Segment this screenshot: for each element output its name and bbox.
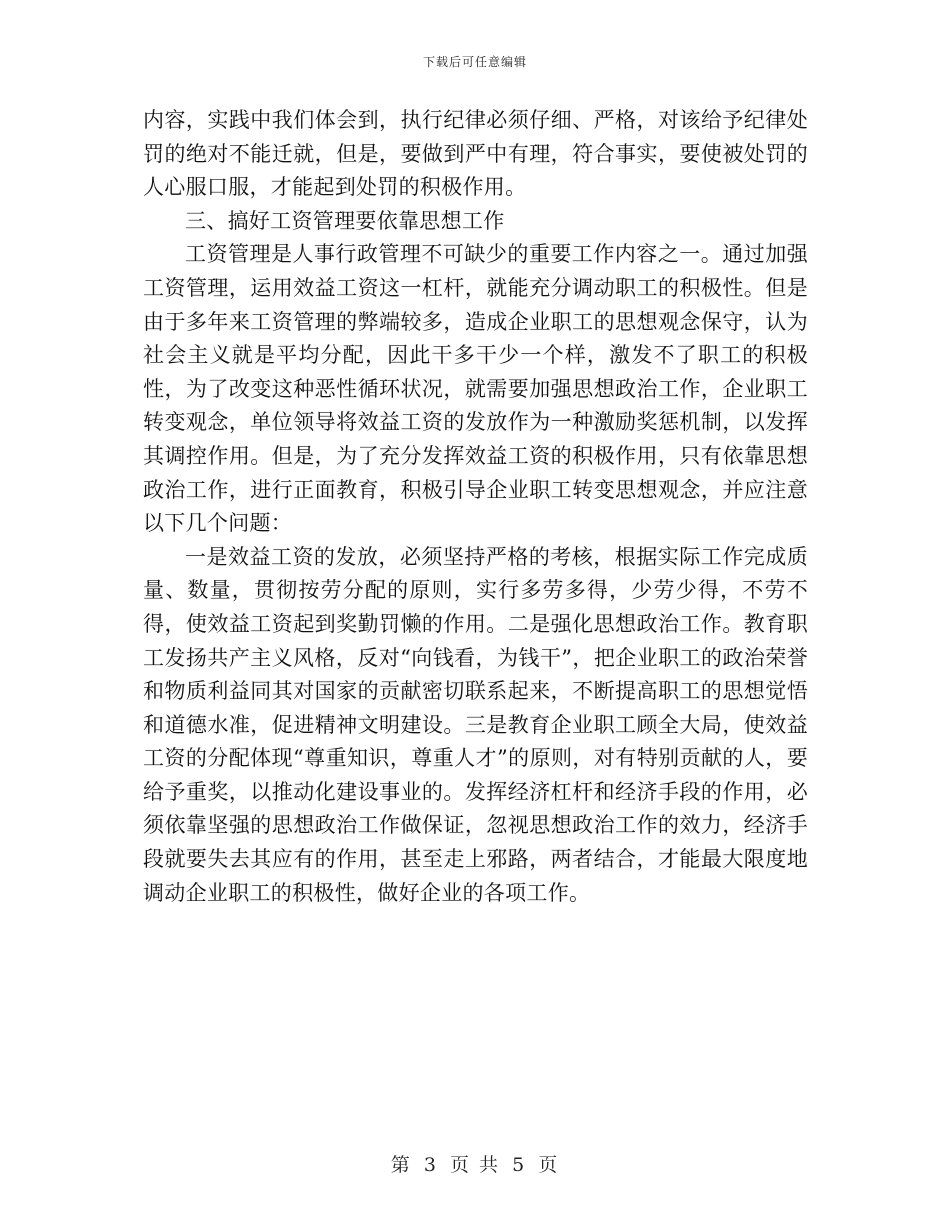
total-pages-number: 5 — [512, 1154, 527, 1176]
page-number-footer — [0, 1150, 950, 1177]
paragraph: 一是效益工资的发放，必须坚持严格的考核，根据实际工作完成质量、数量，贯彻按劳分配的原则，实行多劳多得，少劳少得，不劳不得，使效益工资起到奖勤罚懒的作用。二是强化思想政治工作。教育职工发扬共产主义风格，反对“向钱看，为钱干”，把企业职工的政治荣誉和物质利益同其对国家的贡献密切联系起来，不断提高职工的思想觉悟和道德水准，促进精神文明建设。三是教育企业职工顾全大局，使效益工资的分配体现“尊重知识，尊重人才”的原则，对有特别贡献的人，要给予重奖，以推动化建设事业的。发挥经济杠杆和经济手段的作用，必须依靠坚强的思想政治工作做保证，忽视思想政治工作的效力，经济手段就要失去其应有的作用，甚至走上邪路，两者结合，才能最大限度地调动企业职工的积极性，做好企业的各项工作。 — [143, 544, 808, 905]
footer-suffix: 页 — [538, 1154, 560, 1176]
document-body — [143, 104, 808, 910]
paragraph-continuation: 内容，实践中我们体会到，执行纪律必须仔细、严格，对该给予纪律处罚的绝对不能迁就，但是，要做到严中有理，符合事实，要使被处罚的人心服口服，才能起到处罚的积极作用。 — [143, 108, 808, 200]
section-heading: 三、搞好工资管理要依靠思想工作 — [185, 208, 505, 233]
page-header-note: 下载后可任意编辑 — [422, 55, 527, 69]
footer-prefix: 第 — [390, 1154, 412, 1176]
footer-middle: 页 共 — [449, 1154, 501, 1176]
current-page-number: 3 — [423, 1154, 438, 1176]
paragraph: 工资管理是人事行政管理不可缺少的重要工作内容之一。通过加强工资管理，运用效益工资这一杠杆，就能充分调动职工的积极性。但是由于多年来工资管理的弊端较多，造成企业职工的思想观念保守，认为社会主义就是平均分配，因此干多干少一个样，激发不了职工的积极性，为了改变这种恶性循环状况，就需要加强思想政治工作，企业职工转变观念，单位领导将效益工资的发放作为一种激励奖惩机制，以发挥其调控作用。但是，为了充分发挥效益工资的积极作用，只有依靠思想政治工作，进行正面教育，积极引导企业职工转变思想观念，并应注意以下几个问题： — [143, 242, 808, 536]
